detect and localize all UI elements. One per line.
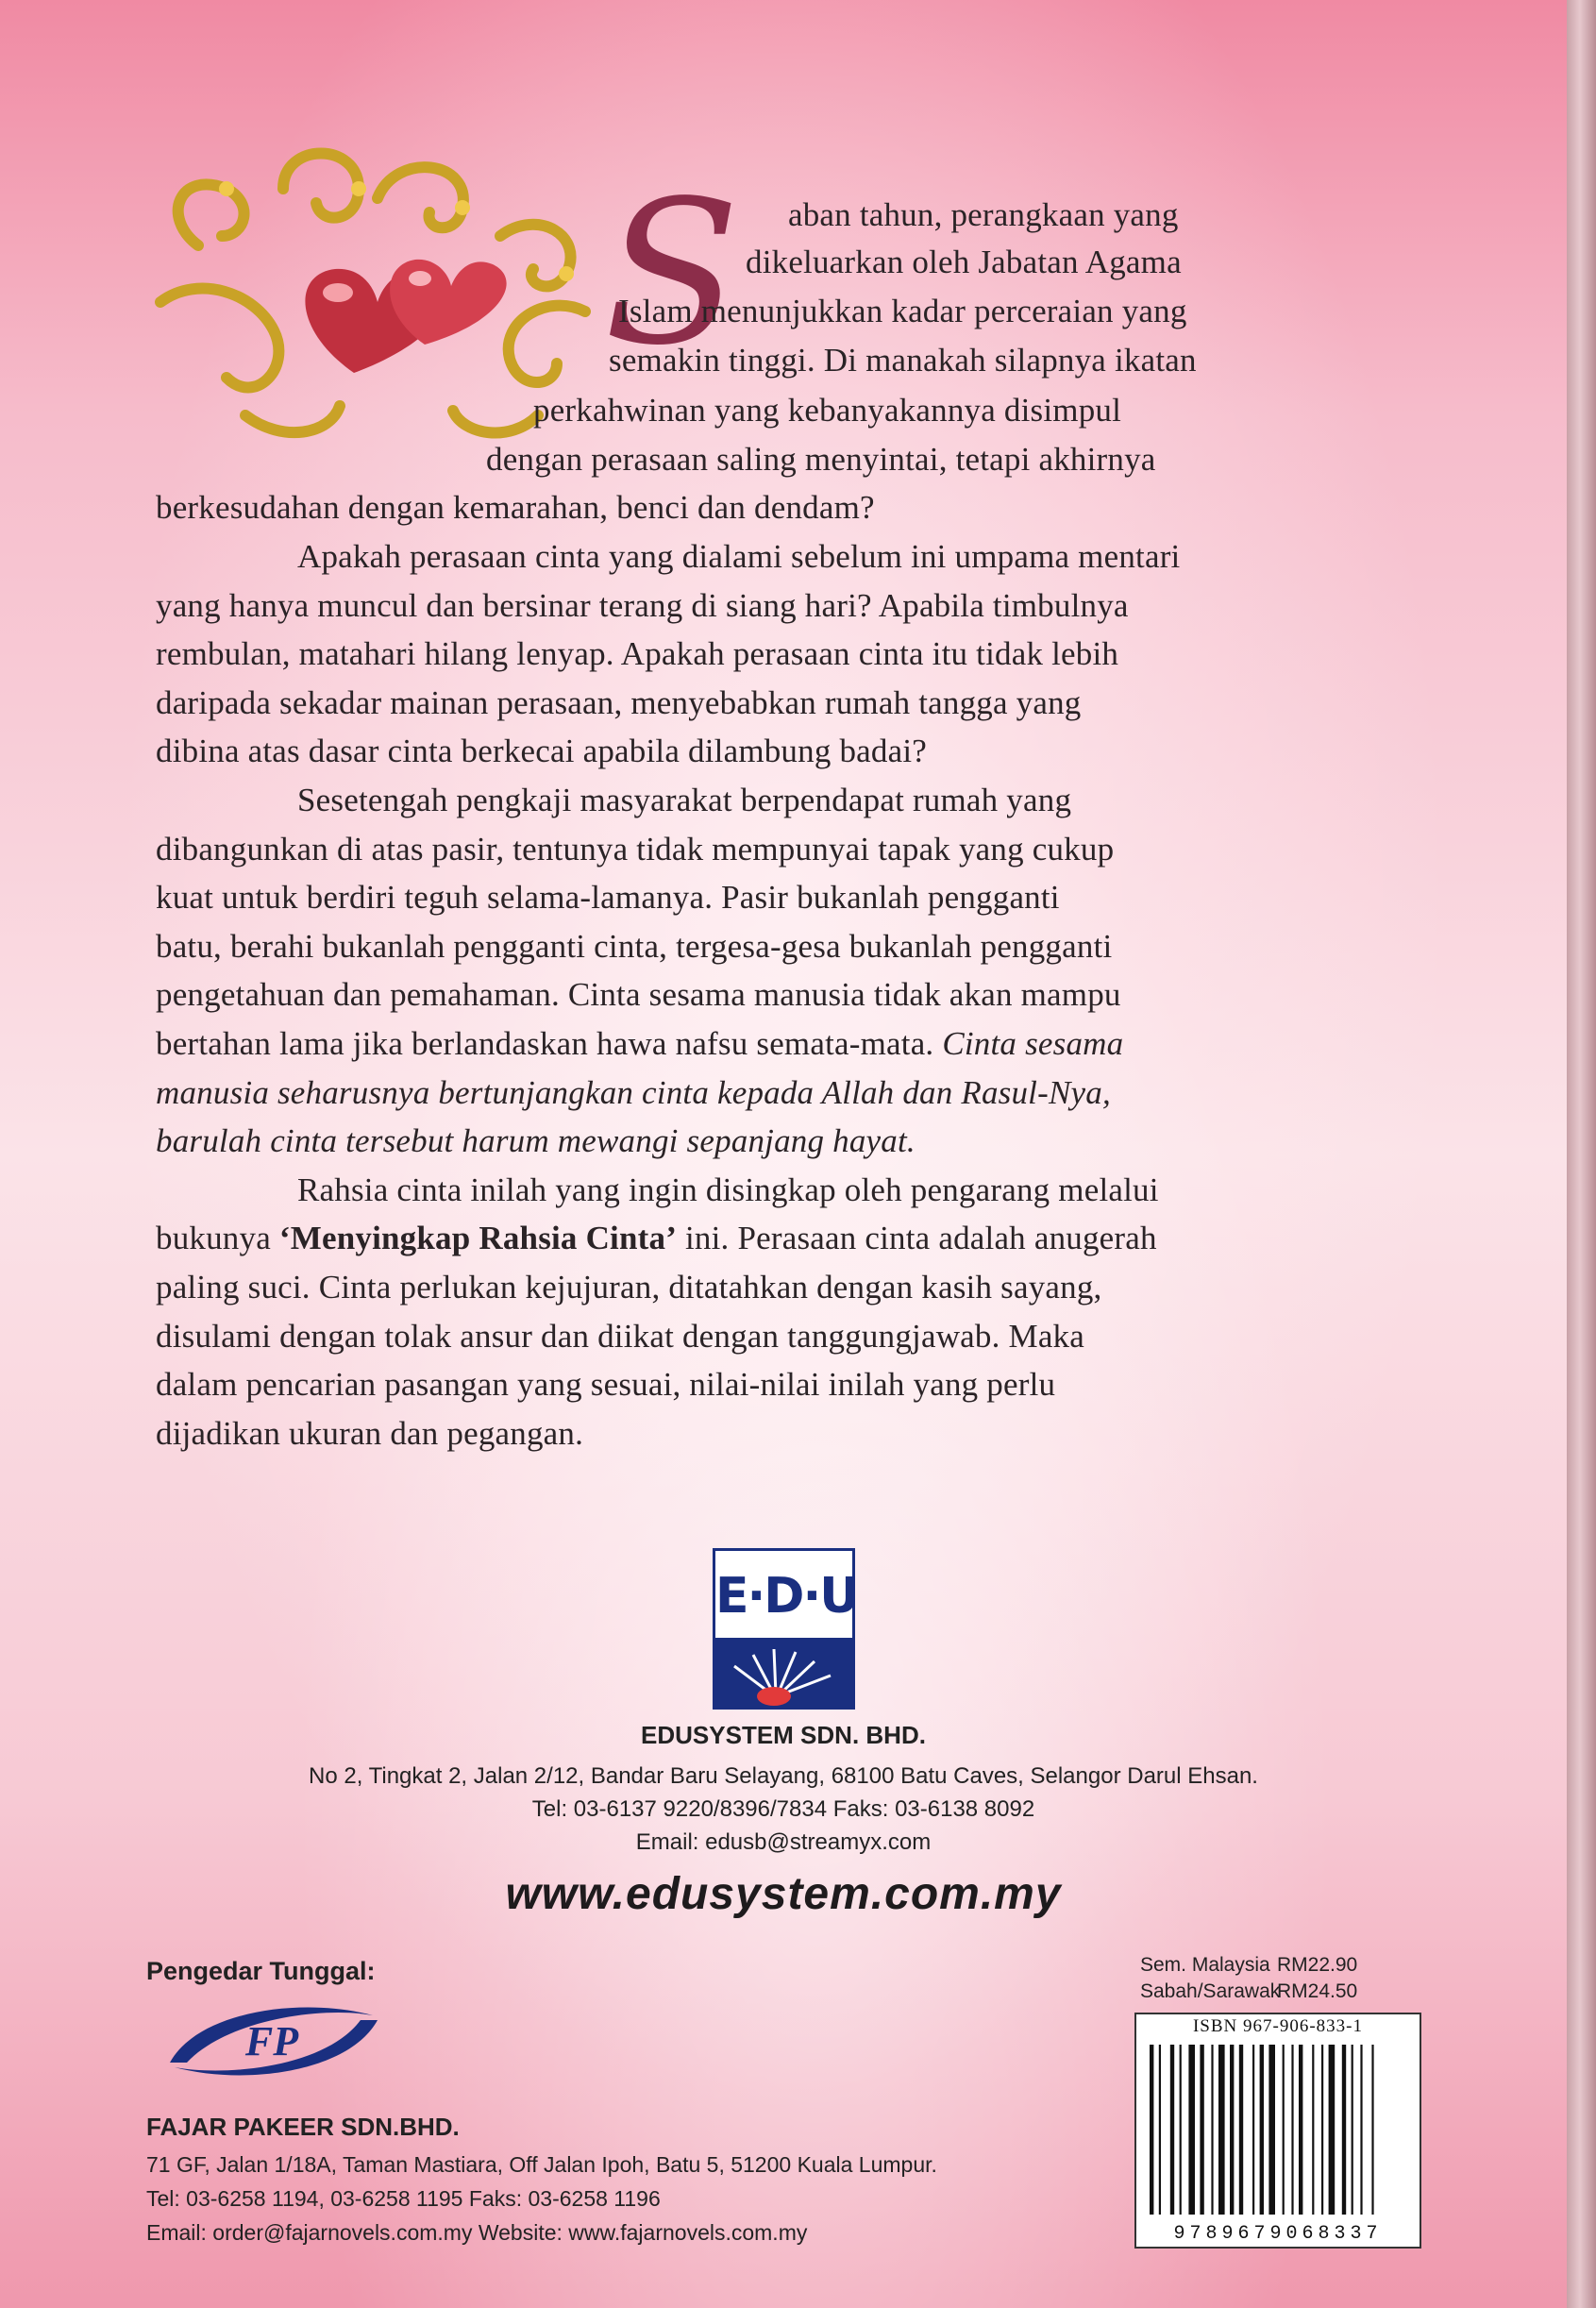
blurb-line: Rahsia cinta inilah yang ingin disingkap oleh pengarang melalui [297, 1171, 1159, 1208]
edu-logo-emblem-icon [715, 1638, 852, 1707]
publisher-name: EDUSYSTEM SDN. BHD. [641, 1721, 926, 1749]
price-region: Sabah/Sarawak [1140, 1980, 1281, 2002]
blurb-line: Islam menunjukkan kadar perceraian yang [618, 293, 1187, 329]
blurb-line: manusia seharusnya bertunjangkan cinta kepada Allah dan Rasul-Nya, [156, 1074, 1111, 1111]
blurb-line: kuat untuk berdiri teguh selama-lamanya. Pasir bukanlah pengganti [156, 879, 1060, 916]
barcode-bars-icon [1148, 2045, 1408, 2215]
publisher-email: Email: edusb@streamyx.com [635, 1829, 932, 1855]
blurb-line: dibangunkan di atas pasir, tentunya tidak mempunyai tapak yang cukup [156, 831, 1115, 868]
book-spine-edge [1567, 0, 1596, 2308]
distributor-address: 71 GF, Jalan 1/18A, Taman Mastiara, Off Jalan Ipoh, Batu 5, 51200 Kuala Lumpur. [146, 2152, 937, 2177]
blurb-line: yang hanya muncul dan bersinar terang di siang hari? Apabila timbulnya [156, 587, 1129, 624]
blurb-line: pengetahuan dan pemahaman. Cinta sesama manusia tidak akan mampu [156, 976, 1121, 1013]
blurb-line: dalam pencarian pasangan yang sesuai, nilai-nilai inilah yang perlu [156, 1366, 1056, 1403]
blurb-line: dijadikan ukuran dan pegangan. [156, 1415, 584, 1452]
blurb-line: paling suci. Cinta perlukan kejujuran, ditatahkan dengan kasih sayang, [156, 1269, 1102, 1306]
price-row [1140, 1954, 1358, 1977]
distributor-phone: Tel: 03-6258 1194, 03-6258 1195 Faks: 03-6258 1196 [146, 2186, 661, 2211]
blurb-line: daripada sekadar mainan perasaan, menyebabkan rumah tangga yang [156, 684, 1082, 721]
blurb-line: batu, berahi bukanlah pengganti cinta, tergesa-gesa bukanlah pengganti [156, 928, 1113, 965]
barcode-digits: 9789679068337 [1173, 2223, 1383, 2245]
blurb-line: perkahwinan yang kebanyakannya disimpul [533, 392, 1122, 429]
blurb-line: dikeluarkan oleh Jabatan Agama [746, 244, 1182, 280]
blurb-line: dengan perasaan saling menyintai, tetapi akhirnya [486, 441, 1156, 478]
drop-cap: S [604, 158, 740, 389]
distributor-label: Pengedar Tunggal: [146, 1957, 376, 1985]
blurb-line: rembulan, matahari hilang lenyap. Apakah perasaan cinta itu tidak lebih [156, 635, 1119, 672]
blurb-line: berkesudahan dengan kemarahan, benci dan dendam? [156, 489, 875, 526]
price-amount: RM22.90 [1277, 1954, 1358, 1976]
blurb-line: Apakah perasaan cinta yang dialami sebelum ini umpama mentari [297, 538, 1181, 575]
blurb-line: semakin tinggi. Di manakah silapnya ikatan [609, 342, 1197, 379]
blurb-line: aban tahun, perangkaan yang [788, 196, 1179, 233]
fp-logo-icon [160, 1996, 387, 2086]
publisher-address: No 2, Tingkat 2, Jalan 2/12, Bandar Baru Selayang, 68100 Batu Caves, Selangor Darul Ehsan. [309, 1763, 1258, 1789]
isbn-text: ISBN 967-906-833-1 [1192, 2016, 1364, 2036]
blurb-line: dibina atas dasar cinta berkecai apabila dilambung badai? [156, 733, 928, 769]
price-region: Sem. Malaysia [1140, 1954, 1270, 1976]
blurb-line: disulami dengan tolak ansur dan diikat dengan tanggungjawab. Maka [156, 1318, 1084, 1355]
price-row [1140, 1980, 1358, 2003]
publisher-phone: Tel: 03-6137 9220/8396/7834 Faks: 03-6138 8092 [531, 1796, 1035, 1822]
book-title: ‘Menyingkap Rahsia Cinta’ [278, 1220, 678, 1256]
edu-logo [713, 1548, 858, 1710]
price-amount: RM24.50 [1277, 1980, 1358, 2002]
blurb-line: bukunya ‘Menyingkap Rahsia Cinta’ ini. Perasaan cinta adalah anugerah [156, 1220, 1157, 1256]
fp-logo-text: FP [244, 2018, 299, 2064]
distributor-name: FAJAR PAKEER SDN.BHD. [146, 2113, 460, 2141]
publisher-website: www.edusystem.com.my [505, 1869, 1062, 1919]
blurb-line: Sesetengah pengkaji masyarakat berpendapat rumah yang [297, 782, 1072, 818]
isbn-barcode [1134, 2013, 1421, 2249]
blurb-line: bertahan lama jika berlandaskan hawa nafsu semata-mata. Cinta sesama [156, 1025, 1124, 1062]
distributor-contact: Email: order@fajarnovels.com.my Website: www.fajarnovels.com.my [146, 2220, 808, 2245]
blurb-line: barulah cinta tersebut harum mewangi sepanjang hayat. [156, 1122, 916, 1159]
edu-logo-text: E·D·U [715, 1568, 858, 1625]
